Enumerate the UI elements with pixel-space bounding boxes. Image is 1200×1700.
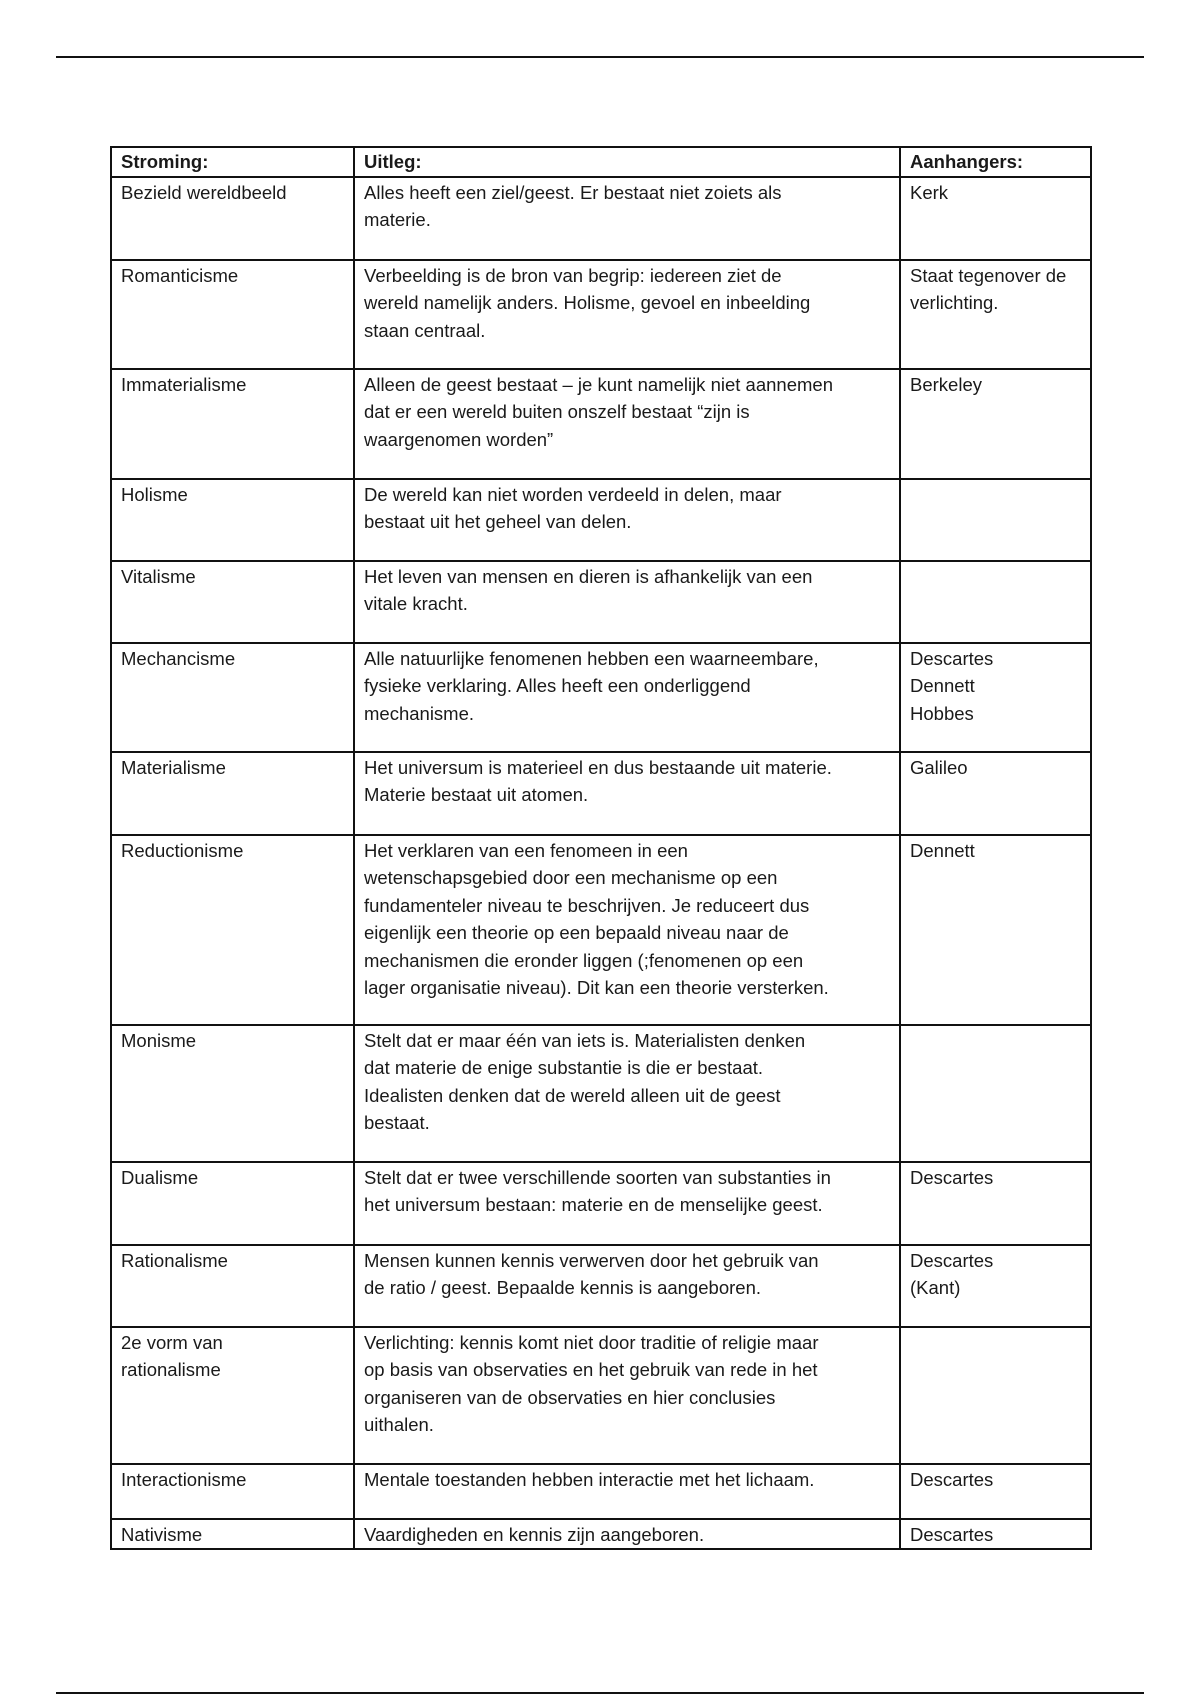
cell-uitleg: Alles heeft een ziel/geest. Er bestaat niet zoiets als materie.: [354, 177, 900, 260]
cell-uitleg: Alleen de geest bestaat – je kunt namelijk niet aannemen dat er een wereld buiten onszelf bestaat “zijn is waargenomen worden”: [354, 369, 900, 479]
cell-uitleg: Stelt dat er twee verschillende soorten van substanties in het universum bestaan: materie en de menselijke geest.: [354, 1162, 900, 1245]
cell-stroming: Bezield wereldbeeld: [111, 177, 354, 260]
cell-aanhangers: Berkeley: [900, 369, 1091, 479]
table-row: [111, 1245, 1091, 1327]
cell-aanhangers: Descartes: [900, 1162, 1091, 1245]
cell-aanhangers: Descartes: [900, 1519, 1091, 1550]
table-row: [111, 561, 1091, 643]
table-row: [111, 1025, 1091, 1162]
cell-aanhangers: Staat tegenover de verlichting.: [900, 260, 1091, 369]
cell-uitleg: Alle natuurlijke fenomenen hebben een waarneembare, fysieke verklaring. Alles heeft een onderliggend mechanisme.: [354, 643, 900, 752]
table-row: [111, 1464, 1091, 1519]
cell-aanhangers: Kerk: [900, 177, 1091, 260]
cell-stroming: Interactionisme: [111, 1464, 354, 1519]
cell-uitleg: Verlichting: kennis komt niet door traditie of religie maar op basis van observaties en het gebruik van rede in het organiseren van de observaties en hier conclusies uithalen.: [354, 1327, 900, 1464]
cell-aanhangers: [900, 479, 1091, 561]
cell-stroming: Vitalisme: [111, 561, 354, 643]
table-row: [111, 835, 1091, 1025]
cell-uitleg: Mensen kunnen kennis verwerven door het gebruik van de ratio / geest. Bepaalde kennis is aangeboren.: [354, 1245, 900, 1327]
table-row: [111, 1327, 1091, 1464]
cell-aanhangers: Descartes Dennett Hobbes: [900, 643, 1091, 752]
cell-aanhangers: Descartes: [900, 1464, 1091, 1519]
header-rule: [56, 56, 1144, 58]
cell-uitleg: Stelt dat er maar één van iets is. Materialisten denken dat materie de enige substantie is die er bestaat. Idealisten denken dat de wereld alleen uit de geest bestaat.: [354, 1025, 900, 1162]
cell-aanhangers: Descartes (Kant): [900, 1245, 1091, 1327]
cell-aanhangers: Galileo: [900, 752, 1091, 835]
cell-stroming: Rationalisme: [111, 1245, 354, 1327]
cell-uitleg: Vaardigheden en kennis zijn aangeboren.: [354, 1519, 900, 1550]
table-row: [111, 177, 1091, 260]
cell-aanhangers: [900, 561, 1091, 643]
table-header-row: [111, 147, 1091, 177]
footer-rule: [56, 1692, 1144, 1694]
cell-uitleg: Het universum is materieel en dus bestaande uit materie. Materie bestaat uit atomen.: [354, 752, 900, 835]
cell-uitleg: Het verklaren van een fenomeen in een wetenschapsgebied door een mechanisme op een fundamenteler niveau te beschrijven. Je reduceert dus eigenlijk een theorie op een bepaald niveau naar de mechanismen die eronder liggen (;fenomenen op een lager organisatie niveau). Dit kan een theorie versterken.: [354, 835, 900, 1025]
stromingen-table: [110, 146, 1092, 1550]
cell-stroming: Holisme: [111, 479, 354, 561]
cell-stroming: Mechancisme: [111, 643, 354, 752]
cell-stroming: Nativisme: [111, 1519, 354, 1550]
table-row: [111, 369, 1091, 479]
cell-stroming: Materialisme: [111, 752, 354, 835]
cell-uitleg: Mentale toestanden hebben interactie met het lichaam.: [354, 1464, 900, 1519]
table-row: [111, 752, 1091, 835]
table-row: [111, 260, 1091, 369]
cell-uitleg: Het leven van mensen en dieren is afhankelijk van een vitale kracht.: [354, 561, 900, 643]
table-row: [111, 479, 1091, 561]
cell-stroming: Romanticisme: [111, 260, 354, 369]
cell-uitleg: De wereld kan niet worden verdeeld in delen, maar bestaat uit het geheel van delen.: [354, 479, 900, 561]
cell-aanhangers: Dennett: [900, 835, 1091, 1025]
header-stroming: Stroming:: [111, 147, 354, 177]
cell-stroming: 2e vorm van rationalisme: [111, 1327, 354, 1464]
table-row: [111, 1162, 1091, 1245]
table-row: [111, 643, 1091, 752]
cell-stroming: Immaterialisme: [111, 369, 354, 479]
table-row: [111, 1519, 1091, 1550]
cell-aanhangers: [900, 1025, 1091, 1162]
cell-uitleg: Verbeelding is de bron van begrip: iedereen ziet de wereld namelijk anders. Holisme, gevoel en inbeelding staan centraal.: [354, 260, 900, 369]
cell-stroming: Dualisme: [111, 1162, 354, 1245]
header-uitleg: Uitleg:: [354, 147, 900, 177]
cell-stroming: Reductionisme: [111, 835, 354, 1025]
cell-stroming: Monisme: [111, 1025, 354, 1162]
cell-aanhangers: [900, 1327, 1091, 1464]
header-aanhangers: Aanhangers:: [900, 147, 1091, 177]
